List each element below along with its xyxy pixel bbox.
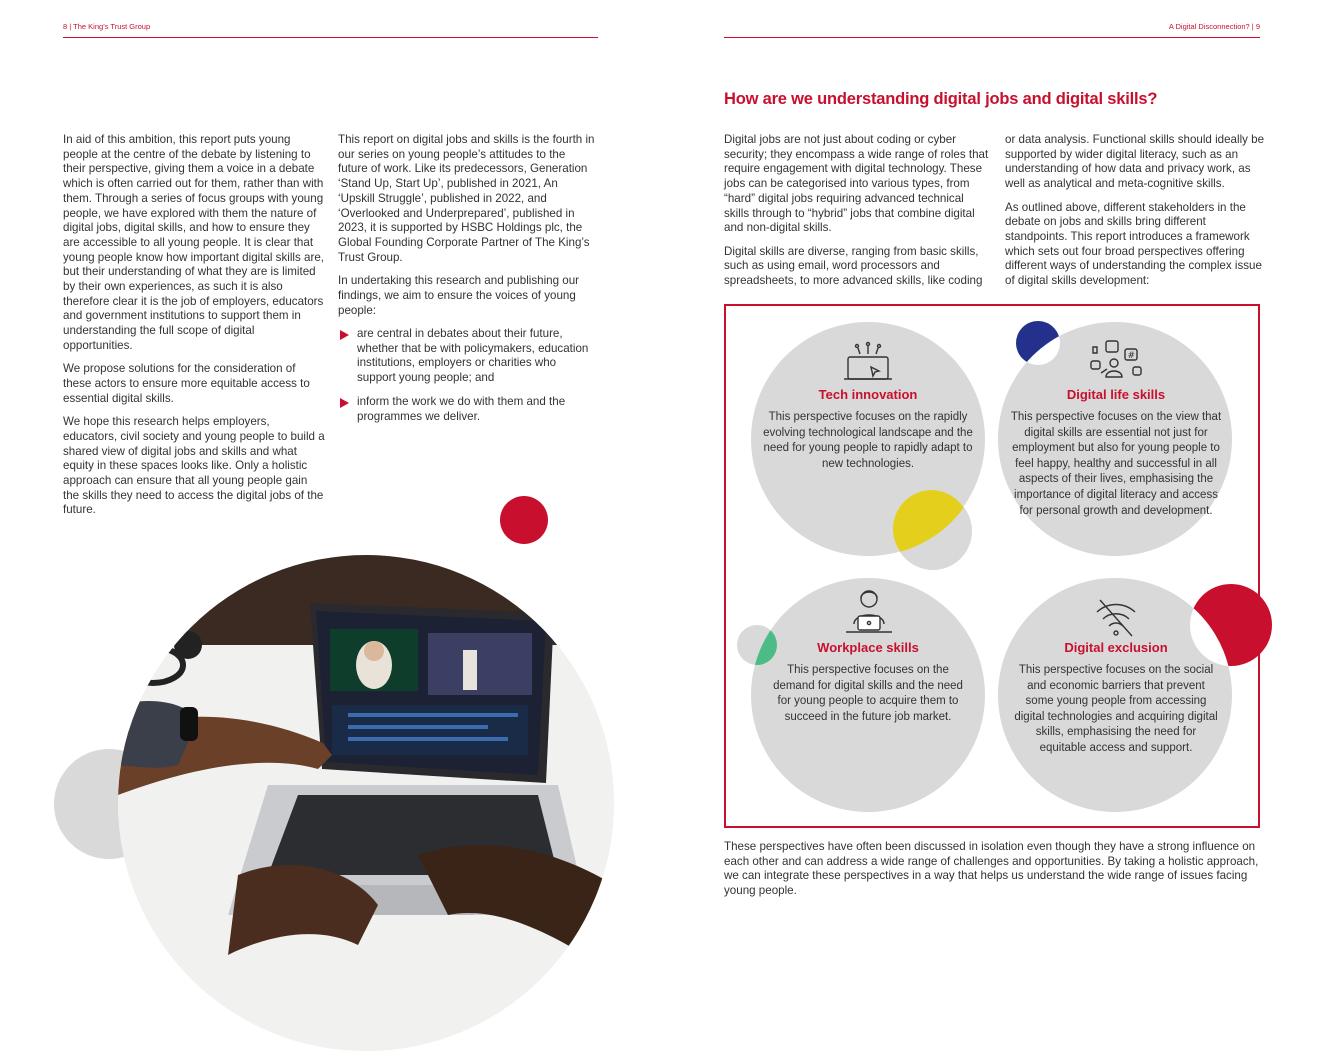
left-column-1	[63, 133, 325, 527]
perspective-digital-life-skills	[1006, 387, 1226, 519]
bullet-item: are central in debates about their future, whether that be with policymakers, education institutions, employers or charities who support young people; and	[338, 327, 596, 386]
perspective-tech-innovation	[762, 387, 974, 472]
left-column-2	[338, 133, 596, 433]
right-col1-para-1: Digital jobs are not just about coding or cyber security; they encompass a wide range of roles that require engagement with digital technology. These jobs can be categorised into various types, from “hard” digital jobs requiring advanced technical skills through to “hybrid” jobs that combine digital and non-digital skills.	[724, 133, 989, 235]
perspective-description: This perspective focuses on the rapidly evolving technological landscape and the need for young people to rapidly adapt to new technologies.	[763, 411, 973, 470]
triangle-bullet-icon	[340, 330, 349, 340]
perspective-description: This perspective focuses on the demand for digital skills and the need for young people to acquire them to succeed in the future job market.	[773, 664, 963, 723]
left-col2-para-1: This report on digital jobs and skills is the fourth in our series on young people’s attitudes to the future of work. Like its predecessors, Generation ‘Stand Up, Start Up’, published in 2021, An ‘Upskill Struggle’, published in 2022, and ‘Overlooked and Underprepared’, published in 2023, it is supported by HSBC Holdings plc, the Global Founding Corporate Partner of The King’s Trust Group.	[338, 133, 595, 264]
decorative-red-dot	[500, 496, 548, 544]
perspective-description: This perspective focuses on the social and economic barriers that prevent some young people from accessing digital technologies and acquiring digital skills, emphasising the need for equitable access and support.	[1014, 664, 1218, 754]
perspective-title: Workplace skills	[817, 640, 919, 655]
right-column-1	[724, 133, 992, 298]
yellow-overlap-accent	[892, 490, 970, 568]
closing-paragraph: These perspectives have often been discussed in isolation even though they have a strong influence on each other and can address a wide range of challenges and opportunities. By taking a holistic approach, we can integrate these perspectives in a way that helps us understand the wide range of issues facing young people.	[724, 840, 1259, 898]
right-col2-para-1: or data analysis. Functional skills should ideally be supported by wider digital literacy, such as an understanding of how data and privacy work, as well as analytical and meta-cognitive skills.	[1005, 133, 1265, 191]
left-col1-para-1: In aid of this ambition, this report puts young people at the centre of the debate by listening to their perspective, giving them a voice in a debate which is often carried out for them, rather than with them. Through a series of focus groups with young people, we have explored with them the nature of digital jobs, digital skills, and how to ensure they are accessible to all young people. It is clear that young people know how important digital skills are, but their understanding of what they are is limited by their own experiences, as such it is also therefore clear it is the job of employers, educators and government institutions to support them in understanding the full scope of digital opportunities.	[63, 133, 325, 352]
perspective-title: Digital exclusion	[1064, 640, 1168, 655]
left-col1-para-2: We propose solutions for the consideration of these actors to ensure more equitable access to essential digital skills.	[63, 362, 310, 405]
svg-text:#: #	[1127, 351, 1136, 361]
right-col2-para-2: As outlined above, different stakeholders in the debate on jobs and skills bring different standpoints. This report introduces a framework which sets out four broad perspectives offering different ways of understanding the complex issue of digital skills development:	[1005, 200, 1262, 288]
right-column-2	[1005, 133, 1269, 298]
photo-illustration	[118, 555, 614, 1051]
right-header-rule	[724, 37, 1260, 38]
section-heading: How are we understanding digital jobs and digital skills?	[724, 90, 1158, 108]
perspective-title: Tech innovation	[818, 387, 918, 402]
perspective-title: Digital life skills	[1066, 387, 1166, 402]
social-network-icon	[1089, 339, 1145, 383]
bullet-item: inform the work we do with them and the programmes we deliver.	[338, 395, 596, 424]
laptop-photo	[118, 555, 614, 1051]
perspective-workplace-skills	[766, 640, 970, 725]
no-wifi-icon	[1094, 598, 1138, 638]
voices-bullet-list	[338, 327, 596, 424]
right-page-header: A Digital Disconnection? | 9	[1168, 22, 1260, 31]
left-col1-para-3: We hope this research helps employers, educators, civil society and young people to build a shared view of digital jobs and skills and what equity in these spaces looks like. Only a holistic approach can ensure that all young people gain the skills they need to access the digital jobs of the future.	[63, 415, 325, 517]
laptop-innovation-icon	[843, 341, 893, 383]
left-page-header: 8 | The King’s Trust Group	[63, 22, 151, 31]
left-col2-para-2: In undertaking this research and publishing our findings, we aim to ensure the voices of young people:	[338, 274, 580, 317]
person-at-laptop-icon	[844, 586, 894, 636]
navy-overlap-accent	[1016, 321, 1060, 365]
left-header-rule	[63, 37, 598, 38]
triangle-bullet-icon	[340, 398, 349, 408]
perspective-description: This perspective focuses on the view that digital skills are essential not just for employment but also for young people to feel happy, healthy and successful in all aspects of their lives, emphasising the importance of digital literacy and access for personal growth and development.	[1010, 411, 1222, 517]
perspective-digital-exclusion	[1013, 640, 1219, 757]
right-col1-para-2: Digital skills are diverse, ranging from basic skills, such as using email, word processors and spreadsheets, to more advanced skills, like coding	[724, 244, 983, 288]
